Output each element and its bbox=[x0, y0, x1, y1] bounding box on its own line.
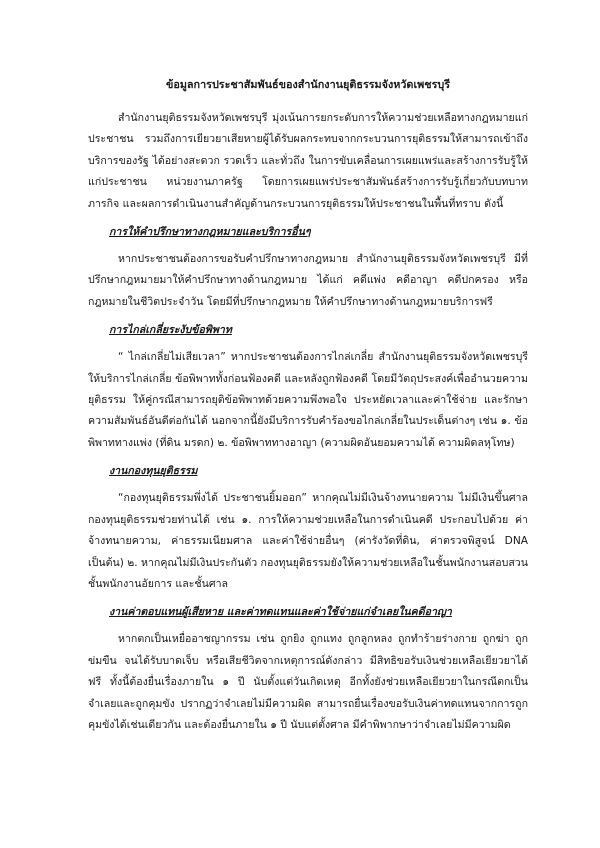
intro-paragraph: สำนักงานยุติธรรมจังหวัดเพชรบุรี มุ่งเน้นการยกระดับการให้ความช่วยเหลือทางกฎหมายแก่ประชาชน รวมถึงการเยียวยาเสียหายผู้ได้รับผลกระทบจากกระบวนการยุติธรรมให้สามารถเข้าถึงบริการของรัฐ ได้อย่างสะดวก รวดเร็ว และทั่วถึง ในการขับเคลื่อนการเผยแพร่และสร้างการรับรู้ให้แก่ประชาชน หน่วยงานภาครัฐ โดยการเผยแพร่ประชาสัมพันธ์สร้างการรับรู้เกี่ยวกับบทบาท ภารกิจ และผลการดำเนินงานสำคัญด้านกระบวนการยุติธรรมให้ประชาชนในพื้นที่ทราบ ดังนี้ bbox=[88, 112, 528, 210]
document-title: ข้อมูลการประชาสัมพันธ์ของสำนักงานยุติธรรมจังหวัดเพชรบุรี bbox=[165, 78, 451, 91]
section-body: “กองทุนยุติธรรมพึ่งได้ ประชาชนยิ้มออก” หากคุณไม่มีเงินจ้างทนายความ ไม่มีเงินขึ้นศาล กองทุนยุติธรรมช่วยท่านได้ เช่น ๑. การให้ความช่วยเหลือในการดำเนินคดี ประกอบไปด้วย ค่าจ้างทนายความ, ค่าธรรมเนียมศาล และค่าใช้จ่ายอื่นๆ (ค่ารังวัดที่ดิน, ค่าตรวจพิสูจน์ DNA เป็นต้น) ๒. หากคุณไม่มีเงินประกันตัว กองทุนยุติธรรมยังให้ความช่วยเหลือในชั้นพนักงานสอบสวน ชั้นพนักงานอัยการ และชั้นศาล bbox=[88, 492, 528, 590]
section-body: หากประชาชนต้องการขอรับคำปรึกษาทางกฎหมาย สำนักงานยุติธรรมจังหวัดเพชรบุรี มีที่ปรึกษากฎหมายมาให้คำปรึกษาทางด้านกฎหมาย ได้แก่ คดีแพ่ง คดีอาญา คดีปกครอง หรือกฎหมายในชีวิตประจำวัน โดยมีที่ปรึกษากฎหมาย ให้คำปรึกษาทางด้านกฎหมายบริการฟรี bbox=[88, 253, 528, 308]
section-justice-fund bbox=[88, 462, 528, 595]
section-heading: การไกล่เกลี่ยระงับข้อพิพาท bbox=[109, 324, 232, 337]
section-victim-compensation bbox=[88, 603, 528, 736]
section-mediation bbox=[88, 321, 528, 454]
section-heading: การให้คำปรึกษาทางกฎหมายและบริการอื่นๆ bbox=[109, 226, 311, 239]
section-body: “ ไกล่เกลี่ยไม่เสียเวลา” หากประชาชนต้องการไกล่เกลี่ย สำนักงานยุติธรรมจังหวัดเพชรบุรี ให้บริการไกล่เกลี่ย ข้อพิพาททั้งก่อนฟ้องคดี และหลังถูกฟ้องคดี โดยมีวัตถุประสงค์เพื่ออำนวยความยุติธรรม ให้คู่กรณีสามารถยุติข้อพิพาทด้วยความพึงพอใจ ประหยัดเวลาและค่าใช้จ่าย และรักษาความสัมพันธ์อันดีต่อกันได้ นอกจากนี้ยังมีบริการรับคำร้องขอไกล่เกลี่ยในประเด็นต่างๆ เช่น ๑. ข้อพิพาททางแพ่ง (ที่ดิน มรดก) ๒. ข้อพิพาททางอาญา (ความผิดอันยอมความได้ ความผิดลหุโทษ) bbox=[88, 351, 528, 449]
section-heading: งานกองทุนยุติธรรม bbox=[109, 465, 198, 478]
section-heading: งานค่าตอบแทนผู้เสียหาย และค่าทดแทนและค่าใช้จ่ายแก่จำเลยในคดีอาญา bbox=[109, 606, 452, 619]
section-legal-advice bbox=[88, 223, 528, 313]
section-body: หากตกเป็นเหยื่ออาชญากรรม เช่น ถูกยิง ถูกแทง ถูกลูกหลง ถูกทำร้ายร่างกาย ถูกฆ่า ถูกข่มขืน จนได้รับบาดเจ็บ หรือเสียชีวิตจากเหตุการณ์ดังกล่าว มีสิทธิขอรับเงินช่วยเหลือเยียวยาได้ฟรี ทั้งนี้ต้องยื่นเรื่องภายใน ๑ ปี นับตั้งแต่วันเกิดเหตุ อีกทั้งยังช่วยเหลือเยียวยาในกรณีตกเป็นจำเลยและถูกคุมขัง ปรากฏว่าจำเลยไม่มีความผิด สามารถยื่นเรื่องขอรับเงินค่าทดแทนจากการถูกคุมขังได้เช่นเดียวกัน และต้องยื่นภายใน ๑ ปี นับแต่ตั้งศาล มีคำพิพากษาว่าจำเลยไม่มีความผิด bbox=[88, 633, 528, 731]
